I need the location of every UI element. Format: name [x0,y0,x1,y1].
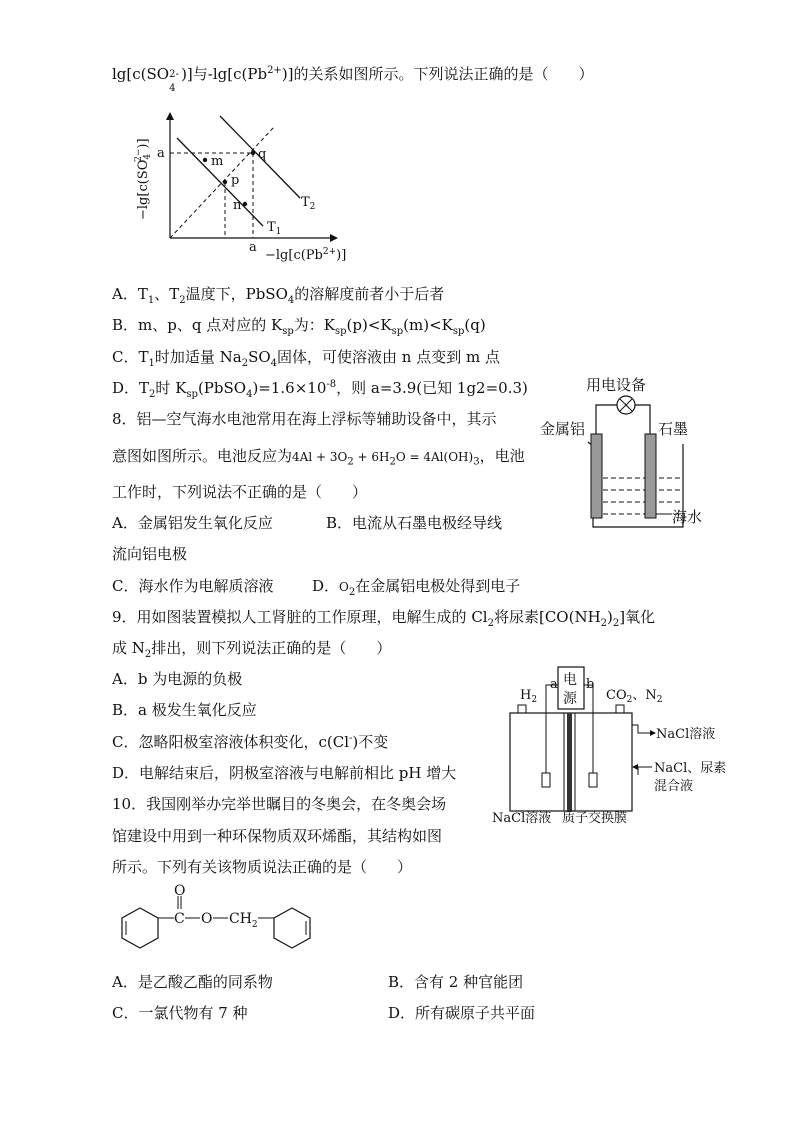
q10-line-2: 馆建设中用到一种环保物质双环烯酯，其结构如图 [112,827,443,845]
electrode-b-label: b [586,677,595,692]
proton-exchange-membrane [567,713,572,811]
q7-option-c: C．$T_1$时加适量 $Na_2SO_4$固体，可使溶液由 n 点变到 m 点 [112,348,500,369]
nacl-solution-label: NaCl溶液 [492,811,552,826]
label-q: q [258,147,267,162]
t1-label: $T_1$ [267,220,282,237]
q7-graph [125,108,345,268]
label-n: n [233,198,242,213]
q10-option-c: C．一氯代物有 7 种 [112,1004,248,1022]
q8-line-2: 意图如图所示。电池反应为$4Al + 3O_2 + 6H_2O = 4Al(OH)_3$，电池 [112,447,525,468]
q8-option-a: A．金属铝发生氧化反应 [112,514,273,532]
label-m: m [211,154,224,169]
seawater-label: 海水 [672,508,703,526]
svg-text:源: 源 [563,691,577,707]
co2-n2-label: $CO_2$、$N_2$ [606,688,663,705]
ester-o: O [201,911,213,927]
t2-label: $T_2$ [301,195,316,212]
point-n [243,202,247,206]
label-p: p [231,173,240,188]
q7-stem: lg[c(SO 2- 4 )]与$-\lg[c(Pb^{2+})]$的关系如图所示。下列说法正确的是（ ） [112,65,594,94]
electrode-a-label: a [550,677,558,692]
point-q [251,151,255,155]
cathode-a [542,773,550,787]
q8-line-1: 8．铝—空气海水电池常用在海上浮标等辅助设备中，其示 [112,410,497,428]
q8-line-3: 工作时，下列说法不正确的是（ ） [112,483,368,501]
q9-option-c: C．忽略阳极室溶液体积变化，c(Cl-)不变 [112,733,389,751]
q10-option-d: D．所有碳原子共平面 [388,1004,536,1022]
carbonyl-o: O [174,883,186,899]
outlet-label: NaCl溶液 [656,727,716,742]
q10-structure [112,884,342,964]
q9-option-a: A．b 为电源的负极 [112,670,243,688]
right-ring [274,908,310,948]
q8-option-b-cont: 流向铝电极 [112,545,188,563]
inlet-label-2: 混合液 [654,779,694,794]
q9-line-1: 9．用如图装置模拟人工肾脏的工作原理，电解生成的 $Cl_2$将尿素$[CO(NH_2)_2]$氧化 [112,608,656,629]
h2-label: $H_2$ [520,688,538,705]
graphite-label: 石墨 [658,420,689,438]
x-axis-label: $-\lg[c(Pb^{2+})]$ [265,247,347,263]
t1-line [177,138,263,226]
anode-b [589,773,597,787]
aluminum-label: 金属铝 [540,420,586,438]
svg-text:电: 电 [563,672,577,688]
q8-option-d: D．$O_2$在金属铝电极处得到电子 [312,577,521,598]
carbonyl-c: C [174,911,185,927]
q8-option-c: C．海水作为电解质溶液 [112,577,274,595]
inlet-label-1: NaCl、尿素 [654,761,727,776]
ch2-group: $CH_2$ [229,911,258,930]
device-label: 用电设备 [586,376,647,394]
y-axis-label: $-\lg[c(SO_42-)]$ [134,138,153,220]
q9-option-d: D．电解结束后，阴极室溶液与电解前相比 pH 增大 [112,764,457,782]
q10-option-b: B．含有 2 种官能团 [388,973,524,991]
q10-option-a: A．是乙酸乙酯的同系物 [112,973,273,991]
a-y-label: a [157,146,165,161]
q10-line-1: 10．我国刚举办完举世瞩目的冬奥会，在冬奥会场 [112,795,447,813]
a-x-label: a [249,240,257,255]
q7-option-d: D．$T_2$时 $K_{sp}(PbSO_4)=1.6\times 10^{-8}$，则 a=3.9(已知 1g2=0.3) [112,379,528,400]
aluminum-electrode [591,434,602,518]
graphite-electrode [645,434,656,518]
q8-option-b: B．电流从石墨电极经导线 [326,514,503,532]
q9-option-b: B．a 极发生氧化反应 [112,701,257,719]
q9-line-2: 成 $N_2$排出，则下列说法正确的是（ ） [112,639,392,660]
q9-electrolysis-figure [488,665,758,825]
membrane-label: 质子交换膜 [562,811,628,826]
left-ring [122,908,158,948]
q7-option-b: B．m、p、q 点对应的 $K_{sp}$为：$K_{sp}(p)<K_{sp}(m)<K_{sp}(q)$ [112,316,486,337]
q7-option-a: A．$T_1$、$T_2$温度下，PbSO$_4$的溶解度前者小于后者 [112,285,445,306]
point-m [203,158,207,162]
point-p [223,180,227,184]
q10-line-3: 所示。下列有关该物质说法正确的是（ ） [112,858,413,876]
q8-battery-figure [538,372,718,532]
